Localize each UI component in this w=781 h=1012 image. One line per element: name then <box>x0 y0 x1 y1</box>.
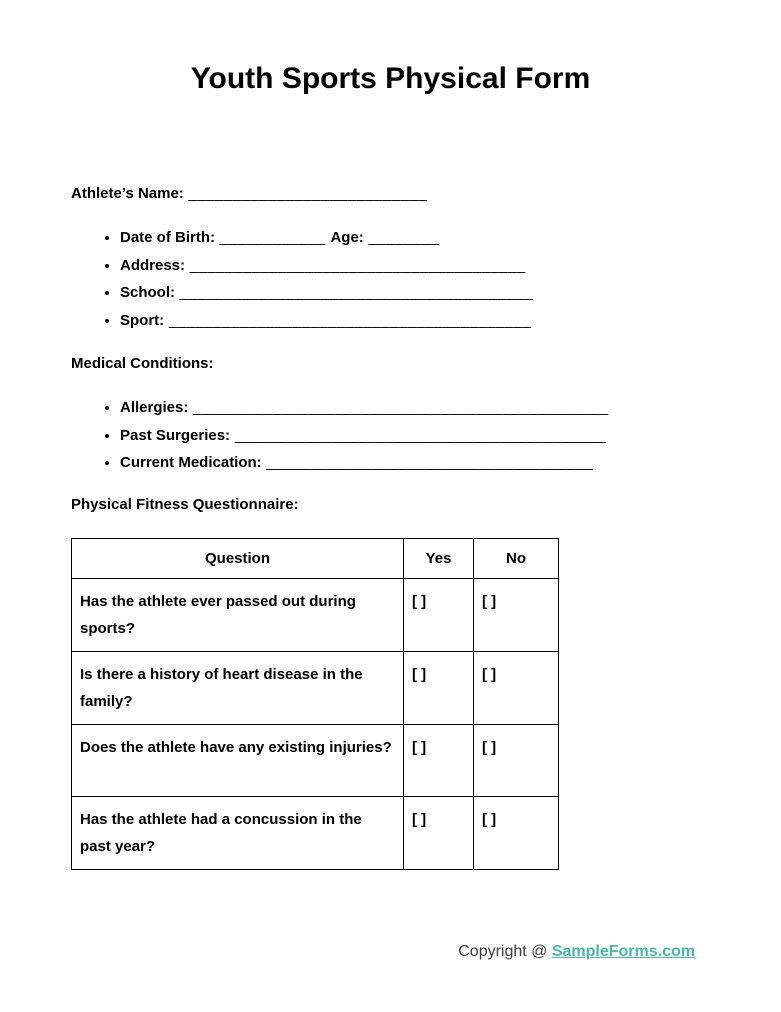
list-item-allergies <box>120 394 710 422</box>
school-label: School: <box>120 284 175 301</box>
personal-info-list <box>71 224 710 334</box>
question-cell: Does the athlete have any existing injuries? <box>72 724 404 796</box>
list-item-school <box>120 279 710 307</box>
date-of-birth-blank: ____________ <box>215 229 331 246</box>
yes-checkbox-cell: [ ] <box>404 796 474 869</box>
page-title: Youth Sports Physical Form <box>190 62 591 95</box>
table-header-yes: Yes <box>404 538 474 578</box>
current-medication-label: Current Medication: <box>120 454 262 471</box>
yes-checkbox-cell: [ ] <box>404 578 474 651</box>
age-blank: ________ <box>363 229 440 246</box>
list-item-current-medication <box>120 449 710 477</box>
table-row <box>72 651 559 724</box>
school-blank: ________________________________________ <box>175 284 534 301</box>
medical-conditions-list <box>71 394 710 477</box>
past-surgeries-label: Past Surgeries: <box>120 426 231 444</box>
questionnaire-heading: Physical Fitness Questionnaire: <box>71 495 299 513</box>
list-item-past-surgeries <box>120 422 710 450</box>
question-cell: Has the athlete ever passed out during sports? <box>72 578 404 651</box>
list-item-date-of-birth <box>120 224 710 252</box>
footer <box>458 942 695 962</box>
yes-checkbox-cell: [ ] <box>404 651 474 724</box>
no-checkbox-cell: [ ] <box>474 796 559 869</box>
sport-blank: _________________________________________ <box>164 311 532 329</box>
sport-label: Sport: <box>120 311 165 329</box>
table-row <box>72 578 559 651</box>
yes-checkbox-cell: [ ] <box>404 724 474 796</box>
table-header-no: No <box>474 538 559 578</box>
athlete-name-blank: ___________________________ <box>183 185 428 202</box>
no-checkbox-cell: [ ] <box>474 651 559 724</box>
questionnaire-table <box>71 538 559 870</box>
address-blank: ______________________________________ <box>185 256 526 274</box>
no-checkbox-cell: [ ] <box>474 724 559 796</box>
footer-copyright-text: Copyright @ <box>458 943 552 960</box>
table-header-question: Question <box>72 538 404 578</box>
no-checkbox-cell: [ ] <box>474 578 559 651</box>
athlete-name-label: Athlete’s Name: <box>71 185 184 202</box>
address-label: Address: <box>120 256 186 274</box>
table-row <box>72 796 559 869</box>
list-item-sport <box>120 307 710 335</box>
allergies-blank: _______________________________________________ <box>188 399 609 416</box>
medical-conditions-heading: Medical Conditions: <box>71 355 214 372</box>
table-header-row <box>72 538 559 578</box>
athlete-name-line <box>71 184 710 204</box>
table-row <box>72 724 559 796</box>
past-surgeries-blank: __________________________________________ <box>230 426 607 444</box>
footer-link[interactable]: SampleForms.com <box>551 943 695 960</box>
current-medication-blank: _____________________________________ <box>261 454 594 471</box>
date-of-birth-label: Date of Birth: <box>120 229 215 246</box>
list-item-address <box>120 252 710 280</box>
age-label: Age: <box>330 229 364 246</box>
question-cell: Is there a history of heart disease in the family? <box>72 651 404 724</box>
allergies-label: Allergies: <box>120 399 189 416</box>
question-cell: Has the athlete had a concussion in the past year? <box>72 796 404 869</box>
